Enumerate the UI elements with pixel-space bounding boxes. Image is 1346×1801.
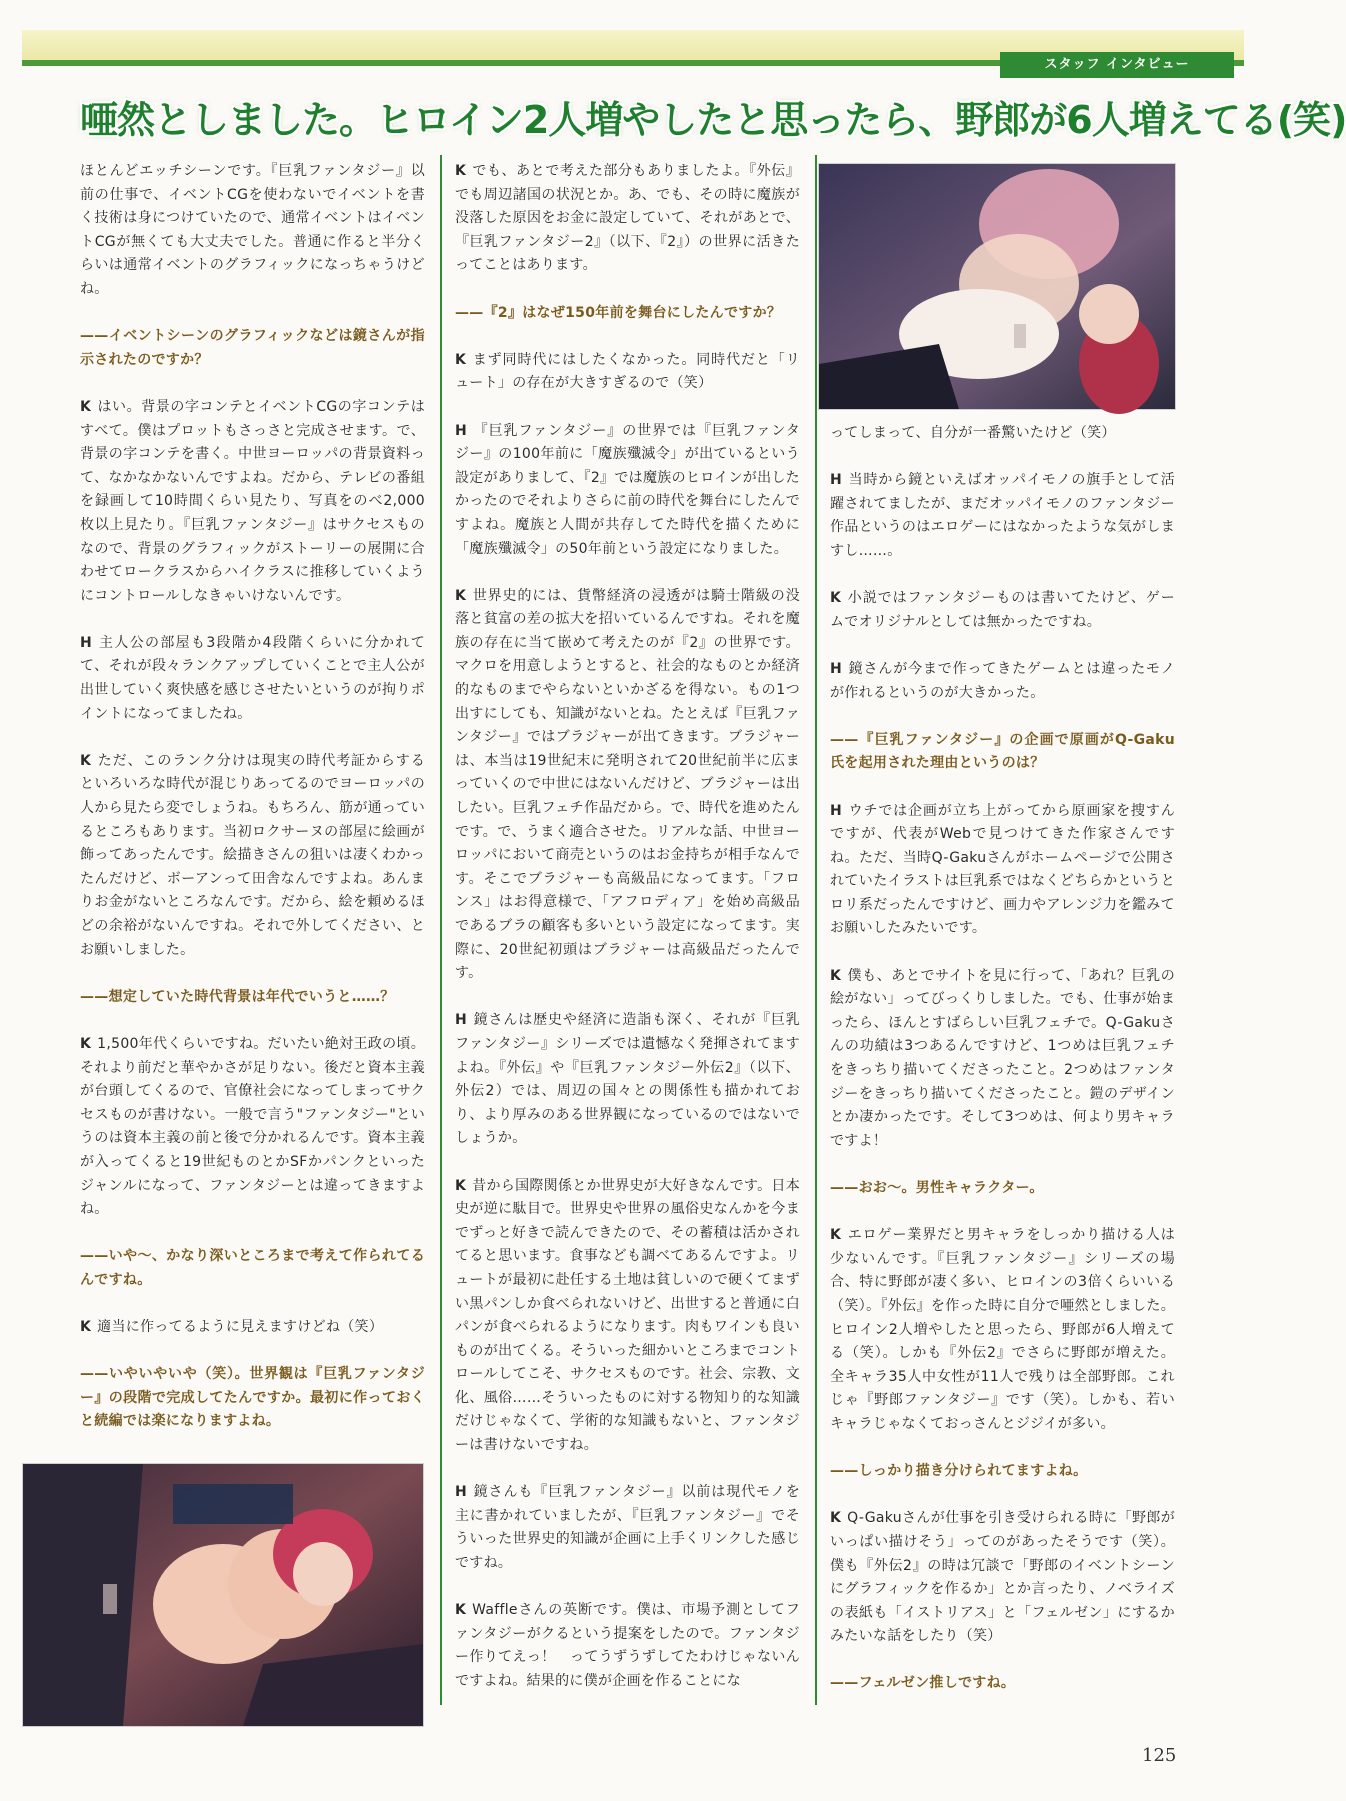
paragraph-text: ——イベントシーンのグラフィックなどは鏡さんが指示されたのですか？ (80, 328, 425, 368)
paragraph-text: 僕も、あとでサイトを見に行って、「あれ？巨乳の絵がない」ってびっくりしました。でも、仕事が始まったら、ほんとすばらしい巨乳フェチで。Q-Gakuさんの功績は3つあるんですけど、1つめは巨乳フェチをきっちり描いてくださったこと。2つめはファンタジーをきっちり描いてくださったこと。鎧のデザインとか凄かったです。そして3つめは、何より男キャラですよ！ (830, 967, 1175, 1149)
speaker-label: K (80, 1035, 92, 1052)
paragraph-text: ——フェルゼン推しですね。 (830, 1675, 1016, 1692)
paragraph-text: ただ、このランク分けは現実の時代考証からするといろいろな時代が混じりあってるのでヨーロッパの人から見たら変でしょうね。もちろん、筋が通っているところもあります。当初ロクサーヌの部屋に絵画が飾ってあったんです。絵描きさんの狙いは凄くわかったんだけど、ボーアンって田舎なんですよね。あんまりお金がないところなんです。だから、絵を頼めるほどの余裕がないんですね。それで外してください、とお願いしました。 (80, 752, 425, 958)
speaker-label: H (455, 422, 468, 439)
paragraph-text: 世界史的には、貨幣経済の浸透がは騎士階級の没落と貧富の差の拡大を招いているんですね。それを魔族の存在に当て嵌めて考えたのが『2』の世界です。マクロを用意しようとすると、社会的なものとか経済的なものまでやらないといかざるを得ない。もの1つ出すにしても、知識がないとね。たとえば『巨乳ファンタジー』ではブラジャーが出てきます。ブラジャーは、本当は19世紀末に発明されて20世紀前半に広まっていくので中世にはないんだけど、ブラジャーは出したい。巨乳フェチ作品だから。で、時代を進めたんです。で、うまく適合させた。リアルな話、中世ヨーロッパにおいて商売というのはお金持ちが相手なんです。そこでブラジャーも高級品になってます。「フロンス」はお得意様で、「アフロディア」を始め高級品であるブラの顧客も多いという設定になってます。実際に、20世紀初頭はブラジャーは高級品だったんです。 (455, 587, 800, 982)
paragraph (455, 585, 800, 986)
paragraph-text: ほとんどエッチシーンです。『巨乳ファンタジー』以前の仕事で、イベントCGを使わないでイベントを書く技術は身につけていたので、通常イベントはイベントCGが無くても大丈夫でした。普通に作ると半分くらいは通常イベントのグラフィックになっちゃうけどね。 (80, 163, 425, 297)
speaker-label: K (80, 1319, 92, 1336)
paragraph (455, 349, 800, 396)
paragraph-text: ——想定していた時代背景は年代でいうと……？ (80, 988, 395, 1005)
speaker-label: K (455, 587, 467, 604)
paragraph (80, 1316, 425, 1340)
paragraph-text: 鏡さんは歴史や経済に造詣も深く、それが『巨乳ファンタジー』シリーズでは遺憾なく発揮されてますよね。『外伝』や『巨乳ファンタジー外伝2』（以下、外伝2）では、周辺の国々との関係性も描かれており、より厚みのある世界観になっているのではないでしょうか。 (455, 1012, 800, 1147)
speaker-label: K (455, 163, 467, 179)
paragraph (455, 1009, 800, 1151)
paragraph (80, 632, 425, 726)
interviewer-question (830, 1460, 1175, 1484)
interviewer-question (830, 729, 1175, 776)
article-column-1 (80, 160, 425, 1458)
interviewer-question (830, 1672, 1175, 1696)
paragraph (830, 1507, 1175, 1649)
paragraph (80, 396, 425, 608)
article-column-3 (830, 422, 1175, 1720)
paragraph-text: Waffleさんの英断です。僕は、市場予測としてファンタジーがクるという提案をしたので。ファンタジー作りてえっ！ ってうずうずしてたわけじゃないんですよね。結果的に僕が企画を作ることにな (455, 1602, 800, 1689)
paragraph-text: ——おお～。男性キャラクター。 (830, 1180, 1044, 1196)
paragraph-text: ——『2』はなぜ150年前を舞台にしたんですか？ (455, 304, 782, 321)
paragraph-text: ——いやいやいや（笑）。世界観は『巨乳ファンタジー』の段階で完成してたんですか。最初に作っておくと続編では楽になりますよね。 (80, 1366, 425, 1430)
paragraph-text: 適当に作ってるように見えますけどね（笑） (97, 1319, 384, 1336)
paragraph (830, 469, 1175, 563)
interviewer-question (80, 1245, 425, 1292)
speaker-label: H (455, 1484, 468, 1501)
speaker-label: H (830, 802, 843, 819)
article-column-2 (455, 160, 800, 1717)
illustration-bottom-left (22, 1463, 424, 1727)
speaker-label: K (80, 752, 92, 769)
paragraph (455, 1599, 800, 1693)
speaker-label: K (455, 351, 467, 368)
paragraph-text: ——『巨乳ファンタジー』の企画で原画がQ-Gaku氏を起用された理由というのは？ (830, 731, 1175, 772)
paragraph (830, 658, 1175, 705)
paragraph-text: はい。背景の字コンテとイベントCGの字コンテはすべて。僕はプロットもさっさと完成させます。で、背景の字コンテを書く。中世ヨーロッパの背景資料って、なかなかないんですよね。だから、テレビの番組を録画して10時間くらい見たり、写真をのべ2,000枚以上見たり。『巨乳ファンタジー』はサクセスものなので、背景のグラフィックがストーリーの展開に合わせてロークラスからハイクラスに推移していくようにコントロールしなきゃいけないんです。 (80, 398, 425, 604)
speaker-label: K (830, 1510, 842, 1527)
speaker-label: K (455, 1602, 467, 1619)
paragraph (80, 1033, 425, 1222)
paragraph (455, 420, 800, 562)
speaker-label: K (830, 1227, 842, 1244)
paragraph (455, 1481, 800, 1575)
paragraph-text: ——しっかり描き分けられてますよね。 (830, 1463, 1088, 1480)
speaker-label: K (830, 967, 842, 984)
paragraph-text: 当時から鏡といえばオッパイモノの旗手として活躍されてましたが、まだオッパイモノのファンタジー作品というのはエロゲーにはなかったような気がしますし……。 (830, 472, 1175, 559)
page-number: 125 (1142, 1745, 1177, 1766)
interviewer-question (455, 302, 800, 326)
speaker-label: H (830, 660, 843, 677)
paragraph (80, 160, 425, 302)
headline: 唖然としました。ヒロイン2人増やしたと思ったら、野郎が6人増えてる(笑) (80, 98, 1346, 142)
speaker-label: H (830, 472, 843, 489)
speaker-label: K (830, 590, 842, 607)
paragraph (830, 965, 1175, 1154)
speaker-label: H (80, 634, 93, 651)
speaker-label: H (455, 1012, 468, 1029)
interviewer-question (830, 1177, 1175, 1201)
paragraph-text: ——いや～、かなり深いところまで考えて作られてるんですね。 (80, 1248, 425, 1288)
paragraph-text: 『巨乳ファンタジー』の世界では『巨乳ファンタジー』の100年前に「魔族殲滅令」が出ているという設定がありまして、『2』では魔族のヒロインが出したかったのでそれよりさらに前の時代を舞台にしたんですよね。魔族と人間が共存してた時代を描くために「魔族殲滅令」の50年前という設定になりました。 (455, 422, 800, 557)
paragraph-text: Q-Gakuさんが仕事を引き受けられる時に「野郎がいっぱい描けそう」ってのがあったそうです（笑）。僕も『外伝2』の時は冗談で「野郎のイベントシーンにグラフィックを作るか」とか言ったり、ノベライズの表紙も「イストリアス」と「フェルゼン」にするかみたいな話をしたり（笑） (830, 1510, 1175, 1645)
paragraph-text: 1,500年代くらいですね。だいたい絶対王政の頃。それより前だと華やかさが足りない。後だと資本主義が台頭してくるので、官僚社会になってしまってサクセスものが書けない。一般で言う"ファンタジー"というのは資本主義の前と後で分かれるんです。資本主義が入ってくると19世紀ものとかSFかパンクといったジャンルになって、ファンタジーとは違ってきますよね。 (80, 1035, 425, 1218)
paragraph-text: エロゲー業界だと男キャラをしっかり描ける人は少ないんです。『巨乳ファンタジー』シリーズの場合、特に野郎が凄く多い、ヒロインの3倍くらいいる（笑）。『外伝』を作った時に自分で唖然としました。ヒロイン2人増やしたと思ったら、野郎が6人増えてる（笑）。しかも『外伝2』でさらに野郎が増えた。全キャラ35人中女性が11人で残りは全部野郎。これじゃ『野郎ファンタジー』です（笑）。しかも、若いキャラじゃなくておっさんとジジイが多い。 (830, 1227, 1175, 1432)
paragraph (830, 587, 1175, 634)
section-tag: スタッフ インタビュー (1000, 52, 1234, 78)
paragraph (455, 1175, 800, 1458)
paragraph-text: ウチでは企画が立ち上がってから原画家を捜すんですが、代表がWebで見つけてきた作家さんですね。ただ、当時Q-Gakuさんがホームページで公開されていたイラストは巨乳系ではなくどちらかというとロリ系だったんですけど、画力やアレンジ力を鑑みてお願いしたみたいです。 (830, 802, 1175, 937)
column-divider-1 (440, 155, 442, 1705)
paragraph-text: 主人公の部屋も3段階か4段階くらいに分かれてて、それが段々ランクアップしていくことで主人公が出世していく爽快感を感じさせたいというのが拘りポイントになってましたね。 (80, 634, 425, 722)
paragraph (830, 422, 1175, 446)
column-divider-2 (815, 155, 817, 1705)
paragraph-text: まず同時代にはしたくなかった。同時代だと「リュート」の存在が大きすぎるので（笑） (455, 351, 800, 392)
interviewer-question (80, 325, 425, 372)
paragraph-text: 小説ではファンタジーものは書いてたけど、ゲームでオリジナルとしては無かったですね。 (830, 590, 1175, 630)
paragraph-text: ってしまって、自分が一番驚いたけど（笑） (830, 425, 1116, 441)
paragraph (455, 160, 800, 278)
paragraph-text: でも、あとで考えた部分もありましたよ。『外伝』でも周辺諸国の状況とか。あ、でも、その時に魔族が没落した原因をお金に設定していて、それがあとで、『巨乳ファンタジー2』（以下、『2』）の世界に活きたってことはあります。 (455, 163, 800, 274)
paragraph (80, 750, 425, 962)
interviewer-question (80, 1363, 425, 1434)
interviewer-question (80, 986, 425, 1010)
paragraph (830, 1224, 1175, 1436)
paragraph-text: 鏡さんも『巨乳ファンタジー』以前は現代モノを主に書かれていましたが、『巨乳ファンタジー』でそういった世界史的知識が企画に上手くリンクした感じですね。 (455, 1484, 800, 1572)
paragraph-text: 鏡さんが今まで作ってきたゲームとは違ったモノが作れるというのが大きかった。 (830, 660, 1175, 701)
speaker-label: K (455, 1177, 467, 1194)
paragraph-text: 昔から国際関係とか世界史が大好きなんです。日本史が逆に駄目で。世界史や世界の風俗史なんかを今までずっと好きで読んできたので、その蓄積は活かされてると思います。食事なども調べてあるんですよ。リュートが最初に赴任する土地は貧しいので硬くてまずい黒パンしか食べられないけど、出世すると普通に白パンが食べられるようになります。肉もワインも良いものが出てくる。そういった細かいところまでコントロールしてこそ、サクセスものです。社会、宗教、文化、風俗……そういったものに対する物知り的な知識だけじゃなくて、学術的な知識もないと、ファンタジーは書けないですね。 (455, 1177, 800, 1454)
speaker-label: K (80, 398, 92, 415)
illustration-top-right (818, 163, 1176, 410)
paragraph (830, 800, 1175, 942)
